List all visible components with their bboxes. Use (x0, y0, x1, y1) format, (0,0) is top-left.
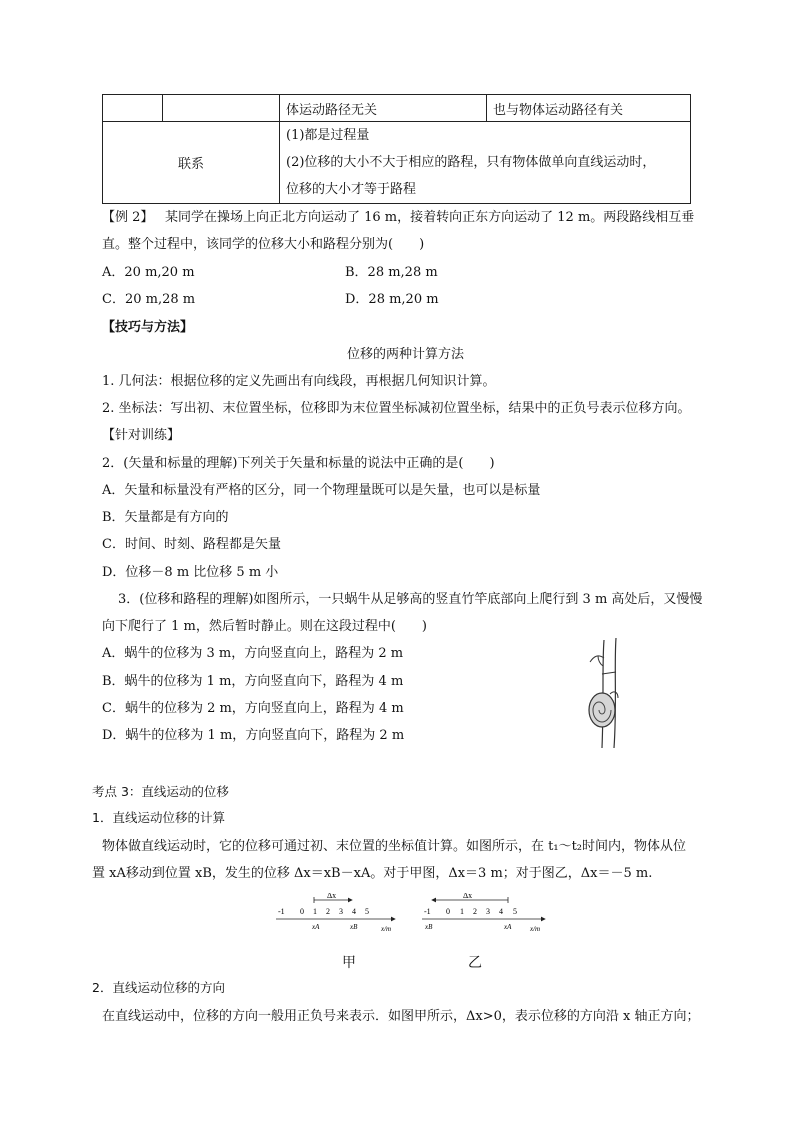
question-option: C．时间、时刻、路程都是矢量 (102, 537, 281, 552)
question-option: B．蜗牛的位移为 1 m，方向竖直向下，路程为 4 m (102, 674, 404, 689)
table-cell: 也与物体运动路径有关 (487, 95, 691, 122)
tick-label: -1 (424, 907, 431, 916)
question-option: A．矢量和标量没有严格的区分，同一个物理量既可以是矢量，也可以是标量 (102, 483, 541, 498)
method-item: 2. 坐标法：写出初、末位置坐标，位移即为末位置坐标减初位置坐标，结果中的正负号表示位移方向。 (102, 401, 691, 416)
method-item: 1. 几何法：根据位移的定义先画出有向线段，再根据几何知识计算。 (102, 374, 496, 389)
xa-label: xA (504, 923, 512, 931)
tick-label: -1 (278, 907, 285, 916)
table-cell: 体运动路径无关 (280, 95, 487, 122)
figure-left (276, 893, 395, 933)
example-text: 直。整个过程中，该同学的位移大小和路程分别为( ) (102, 237, 425, 252)
figure-caption-right: 乙 (468, 955, 482, 971)
tick-label: 1 (460, 907, 464, 916)
section-title: 位移的两种计算方法 (347, 347, 465, 362)
option-b: B．28 m,28 m (345, 265, 438, 280)
question-stem: 2．(矢量和标量的理解)下列关于矢量和标量的说法中正确的是( ) (102, 456, 495, 471)
section-header: 【针对训练】 (102, 428, 181, 443)
xb-label: xB (350, 923, 358, 931)
tick-label: 3 (486, 907, 490, 916)
tick-label: 4 (352, 907, 356, 916)
xb-label: xB (425, 923, 433, 931)
body-text: 在直线运动中，位移的方向一般用正负号来表示．如图甲所示，Δx>0，表示位移的方向沿 x 轴正方向； (102, 1009, 700, 1024)
snail-bamboo-illustration (580, 636, 636, 750)
xa-label: xA (312, 923, 320, 931)
table-row-label: 联系 (103, 122, 280, 204)
tick-label: 2 (473, 907, 477, 916)
dx-label: Δx (327, 893, 337, 900)
tick-label: 0 (446, 907, 450, 916)
number-line-figures (270, 893, 560, 938)
table-cell (103, 95, 163, 122)
relation-line: (1)都是过程量 (286, 128, 370, 143)
option-c: C．20 m,28 m (102, 292, 196, 307)
tick-label: 1 (313, 907, 317, 916)
tick-label: 4 (499, 907, 503, 916)
question-option: B．矢量都是有方向的 (102, 510, 229, 525)
section-header: 【技巧与方法】 (102, 320, 194, 335)
question-stem: 3．(位移和路程的理解)如图所示，一只蜗牛从足够高的竖直竹竿底部向上爬行到 3 m 高处后，又慢慢 (118, 592, 703, 607)
axis-unit: x/m (530, 925, 541, 933)
table-row (103, 122, 691, 204)
option-a: A．20 m,20 m (102, 265, 195, 280)
option-d: D．28 m,20 m (345, 292, 439, 307)
section-header: 考点 3：直线运动的位移 (92, 784, 229, 799)
question-option: C．蜗牛的位移为 2 m，方向竖直向上，路程为 4 m (102, 701, 404, 716)
table-cell (163, 95, 280, 122)
body-text: 置 xA移动到位置 xB，发生的位移 Δx＝xB－xA。对于甲图，Δx＝3 m；对于图乙，Δx＝－5 m. (92, 866, 653, 881)
question-option: D．位移－8 m 比位移 5 m 小 (102, 565, 279, 580)
example-tag: 【例 2】 (102, 210, 154, 225)
table-cell-relation (280, 122, 691, 204)
subsection-title: 1．直线运动位移的计算 (92, 810, 225, 825)
tick-label: 5 (513, 907, 517, 916)
body-text: 物体做直线运动时，它的位移可通过初、末位置的坐标值计算。如图所示，在 t₁～t₂时间内，物体从位 (102, 839, 687, 854)
question-option: D．蜗牛的位移为 1 m，方向竖直向下，路程为 2 m (102, 728, 405, 743)
subsection-title: 2．直线运动位移的方向 (92, 980, 225, 995)
tick-label: 0 (300, 907, 304, 916)
relation-line: (2)位移的大小不大于相应的路程，只有物体做单向直线运动时， (286, 155, 656, 170)
figure-right (422, 893, 545, 933)
figure-caption-left: 甲 (342, 955, 356, 971)
tick-label: 2 (326, 907, 330, 916)
tick-label: 3 (339, 907, 343, 916)
table-row (103, 95, 691, 122)
tick-label: 5 (365, 907, 369, 916)
example-text: 某同学在操场上向正北方向运动了 16 m，接着转向正东方向运动了 12 m。两段路线相互垂 (165, 210, 695, 225)
comparison-table (102, 94, 691, 204)
relation-line: 位移的大小才等于路程 (286, 182, 417, 197)
dx-label: Δx (463, 893, 473, 900)
axis-unit: x/m (381, 925, 392, 933)
question-stem: 向下爬行了 1 m，然后暂时静止。则在这段过程中( ) (102, 619, 428, 634)
question-option: A．蜗牛的位移为 3 m，方向竖直向上，路程为 2 m (102, 646, 404, 661)
